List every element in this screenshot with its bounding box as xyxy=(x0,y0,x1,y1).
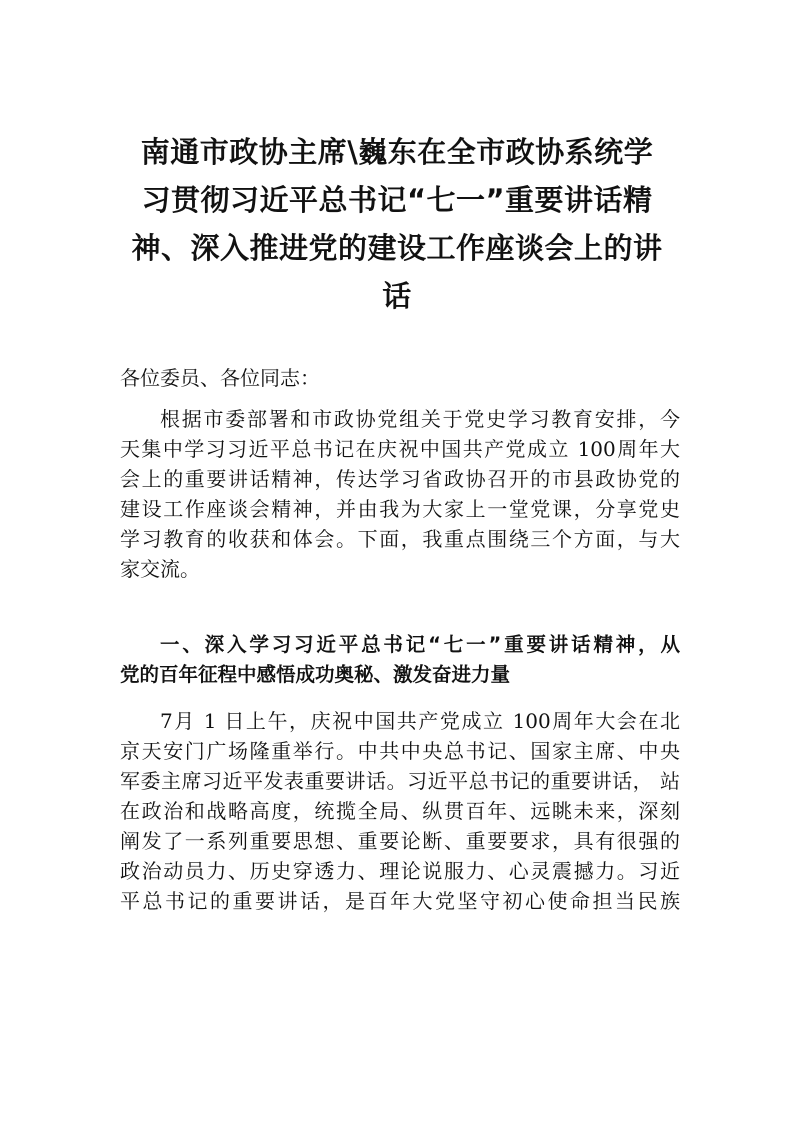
salutation xyxy=(120,363,680,393)
title-line: 南通市政协主席\巍东在全市政协系统学 xyxy=(140,135,654,169)
section-heading-1 xyxy=(120,630,680,690)
paragraph-line: 军委主席习近平发表重要讲话。习近平总书记的重要讲话， 站 xyxy=(120,769,680,793)
salutation-text: 各位委员、各位同志： xyxy=(120,366,320,390)
paragraph-line: 根据市委部署和市政协党组关于党史学习教育安排，今 xyxy=(160,407,680,431)
paragraph-line: 在政治和战略高度，统揽全局、纵贯百年、远眺未来，深刻 xyxy=(120,799,680,823)
paragraph-line: 建设工作座谈会精神，并由我为大家上一堂党课，分享党史 xyxy=(120,497,680,521)
paragraph-line: 天集中学习习近平总书记在庆祝中国共产党成立 100周年大 xyxy=(120,437,680,461)
paragraph-line: 家交流。 xyxy=(120,557,200,581)
title-line: 话 xyxy=(382,279,412,313)
paragraph-section-1 xyxy=(120,706,680,916)
document-title xyxy=(120,128,674,320)
heading-line: 党的百年征程中感悟成功奥秘、激发奋进力量 xyxy=(120,663,511,686)
title-line: 神、深入推进党的建设工作座谈会上的讲 xyxy=(131,231,663,265)
paragraph-line: 阐发了一系列重要思想、重要论断、重要要求，具有很强的 xyxy=(120,829,680,853)
paragraph-line: 平总书记的重要讲话，是百年大党坚守初心使命担当民族 xyxy=(120,889,680,913)
heading-line: 一、深入学习习近平总书记“七一”重要讲话精神，从 xyxy=(160,633,680,656)
paragraph-line: 京天安门广场隆重举行。中共中央总书记、国家主席、中央 xyxy=(120,739,680,763)
title-line: 习贯彻习近平总书记“七一”重要讲话精 xyxy=(141,183,653,217)
paragraph-line: 7月 1 日上午，庆祝中国共产党成立 100周年大会在北 xyxy=(160,709,680,733)
paragraph-line: 政治动员力、历史穿透力、理论说服力、心灵震撼力。习近 xyxy=(120,859,680,883)
paragraph-line: 会上的重要讲话精神，传达学习省政协召开的市县政协党的 xyxy=(120,467,680,491)
paragraph-line: 学习教育的收获和体会。下面，我重点围绕三个方面，与大 xyxy=(120,527,680,551)
paragraph-intro xyxy=(120,404,680,584)
